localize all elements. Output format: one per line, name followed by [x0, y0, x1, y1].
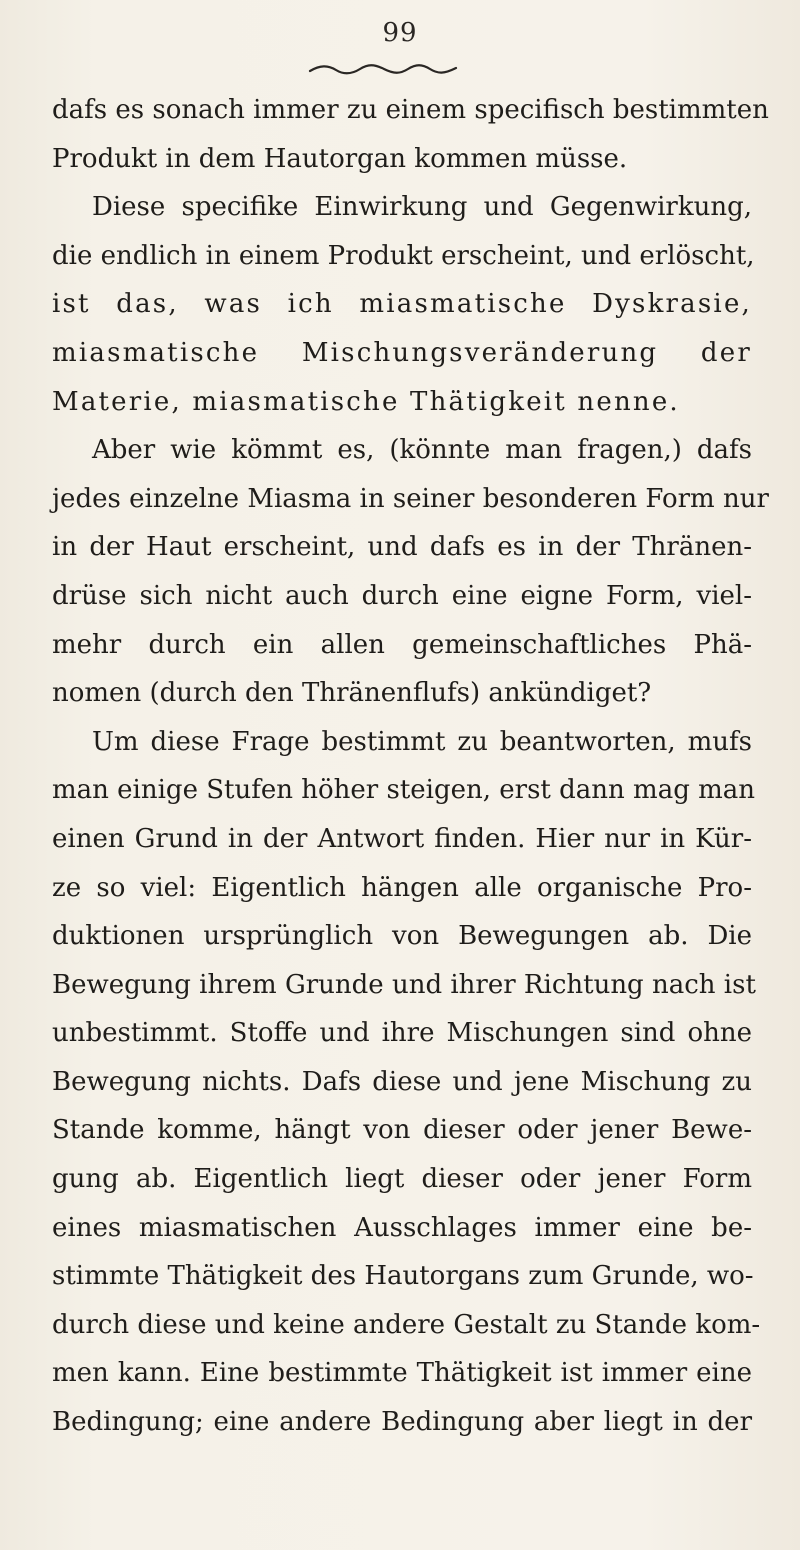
text-line: stimmte Thätigkeit des Hautorgans zum Grunde, wo-	[52, 1261, 754, 1292]
text-line: duktionen ursprünglich von Bewegungen ab. Die	[52, 921, 752, 952]
text-line: eines miasmatischen Ausschlages immer eine be-	[52, 1212, 752, 1243]
text-line: gung ab. Eigentlich liegt dieser oder jener Form	[52, 1164, 752, 1195]
text-line: die endlich in einem Produkt erscheint, und erlöscht,	[52, 240, 755, 271]
text-line: Aber wie kömmt es, (könnte man fragen,) dafs	[92, 435, 752, 466]
text-line: man einige Stufen höher steigen, erst dann mag man	[52, 775, 756, 806]
text-line: Bewegung nichts. Dafs diese und jene Mischung zu	[52, 1066, 752, 1097]
text-line: men kann. Eine bestimmte Thätigkeit ist immer eine	[52, 1358, 752, 1389]
text-line: durch diese und keine andere Gestalt zu Stande kom-	[52, 1309, 761, 1340]
text-line: Bewegung ihrem Grunde und ihrer Richtung nach ist	[52, 969, 756, 1000]
text-line: in der Haut erscheint, und dafs es in der Thränen-	[52, 532, 752, 563]
text-line: Materie, miasmatische Thätigkeit nenne.	[52, 386, 680, 417]
body-text	[52, 86, 769, 1447]
text-line: drüse sich nicht auch durch eine eigne Form, viel-	[52, 580, 752, 611]
page-header	[0, 18, 800, 48]
text-line: dafs es sonach immer zu einem specifisch bestimmten	[52, 95, 769, 125]
text-line: ze so viel: Eigentlich hängen alle organische Pro-	[52, 872, 752, 903]
text-line: Produkt in dem Hautorgan kommen müsse.	[52, 143, 628, 174]
text-line: mehr durch ein allen gemeinschaftliches Phä-	[52, 629, 752, 660]
text-line: unbestimmt. Stoffe und ihre Mischungen sind ohne	[52, 1018, 752, 1049]
header-ornament	[308, 62, 458, 76]
text-line: ist das, was ich miasmatische Dyskrasie,	[52, 289, 752, 320]
text-line: Bedingung; eine andere Bedingung aber liegt in der	[52, 1407, 752, 1438]
text-line: Diese specifike Einwirkung und Gegenwirkung,	[92, 192, 752, 223]
text-line: Stande komme, hängt von dieser oder jener Bewe-	[52, 1115, 752, 1146]
text-line: nomen (durch den Thränenflufs) ankündiget?	[52, 678, 652, 709]
text-line: einen Grund in der Antwort finden. Hier nur in Kür-	[52, 823, 752, 854]
page-number: 99	[382, 18, 418, 48]
text-line: miasmatische Mischungsveränderung der	[52, 337, 752, 368]
text-line: jedes einzelne Miasma in seiner besonderen Form nur	[52, 483, 769, 514]
text-line: Um diese Frage bestimmt zu beantworten, mufs	[92, 726, 752, 757]
